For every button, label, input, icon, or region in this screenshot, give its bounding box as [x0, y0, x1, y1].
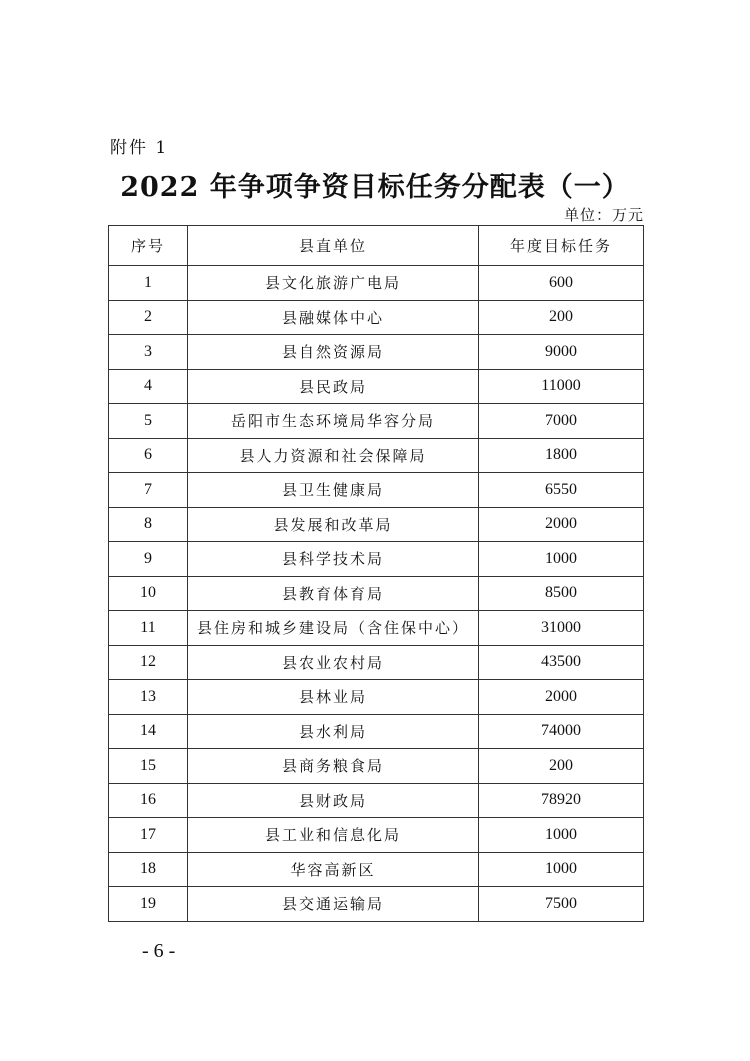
row-target-value: 7500 — [479, 887, 644, 922]
row-unit-name: 岳阳市生态环境局华容分局 — [188, 404, 479, 439]
row-serial-number: 4 — [109, 369, 188, 404]
row-target-value: 11000 — [479, 369, 644, 404]
header-county-unit: 县直单位 — [188, 226, 479, 266]
row-serial-number: 2 — [109, 300, 188, 335]
row-serial-number: 11 — [109, 611, 188, 646]
row-target-value: 2000 — [479, 680, 644, 715]
table-row — [109, 438, 644, 473]
unit-note: 单位：万元 — [563, 206, 644, 224]
row-serial-number: 15 — [109, 749, 188, 784]
row-target-value: 8500 — [479, 576, 644, 611]
header-annual-target: 年度目标任务 — [479, 226, 644, 266]
table-row — [109, 783, 644, 818]
table-row — [109, 335, 644, 370]
row-target-value: 43500 — [479, 645, 644, 680]
row-serial-number: 16 — [109, 783, 188, 818]
row-target-value: 6550 — [479, 473, 644, 508]
table-header-row — [109, 226, 644, 266]
row-unit-name: 县农业农村局 — [188, 645, 479, 680]
row-target-value: 78920 — [479, 783, 644, 818]
row-unit-name: 县教育体育局 — [188, 576, 479, 611]
table-row — [109, 714, 644, 749]
page-number: - 6 - — [142, 940, 176, 962]
row-unit-name: 县科学技术局 — [188, 542, 479, 577]
row-unit-name: 县发展和改革局 — [188, 507, 479, 542]
row-unit-name: 县文化旅游广电局 — [188, 266, 479, 301]
row-serial-number: 5 — [109, 404, 188, 439]
row-target-value: 1000 — [479, 818, 644, 853]
row-target-value: 1000 — [479, 852, 644, 887]
table-row — [109, 818, 644, 853]
row-unit-name: 县自然资源局 — [188, 335, 479, 370]
table-row — [109, 473, 644, 508]
row-target-value: 1800 — [479, 438, 644, 473]
row-unit-name: 县人力资源和社会保障局 — [188, 438, 479, 473]
table-row — [109, 404, 644, 439]
attachment-label: 附件 1 — [110, 138, 169, 158]
row-target-value: 31000 — [479, 611, 644, 646]
table-row — [109, 542, 644, 577]
table-row — [109, 852, 644, 887]
row-serial-number: 19 — [109, 887, 188, 922]
row-unit-name: 县住房和城乡建设局（含住保中心） — [188, 611, 479, 646]
row-target-value: 74000 — [479, 714, 644, 749]
row-target-value: 200 — [479, 749, 644, 784]
table-row — [109, 887, 644, 922]
row-target-value: 1000 — [479, 542, 644, 577]
table-row — [109, 611, 644, 646]
row-serial-number: 13 — [109, 680, 188, 715]
table-row — [109, 507, 644, 542]
row-serial-number: 17 — [109, 818, 188, 853]
row-target-value: 600 — [479, 266, 644, 301]
document-title: 2022 年争项争资目标任务分配表（一） — [120, 172, 630, 203]
table-row — [109, 266, 644, 301]
row-unit-name: 华容高新区 — [188, 852, 479, 887]
row-unit-name: 县融媒体中心 — [188, 300, 479, 335]
row-unit-name: 县水利局 — [188, 714, 479, 749]
table-row — [109, 680, 644, 715]
row-serial-number: 3 — [109, 335, 188, 370]
table-row — [109, 300, 644, 335]
row-target-value: 2000 — [479, 507, 644, 542]
row-serial-number: 10 — [109, 576, 188, 611]
row-serial-number: 12 — [109, 645, 188, 680]
row-serial-number: 1 — [109, 266, 188, 301]
row-serial-number: 18 — [109, 852, 188, 887]
row-target-value: 7000 — [479, 404, 644, 439]
row-serial-number: 7 — [109, 473, 188, 508]
table-row — [109, 576, 644, 611]
table-row — [109, 749, 644, 784]
table-row — [109, 369, 644, 404]
row-unit-name: 县林业局 — [188, 680, 479, 715]
table-row — [109, 645, 644, 680]
row-serial-number: 14 — [109, 714, 188, 749]
row-unit-name: 县商务粮食局 — [188, 749, 479, 784]
row-serial-number: 8 — [109, 507, 188, 542]
header-serial-number: 序号 — [109, 226, 188, 266]
row-unit-name: 县工业和信息化局 — [188, 818, 479, 853]
row-serial-number: 9 — [109, 542, 188, 577]
row-target-value: 200 — [479, 300, 644, 335]
allocation-table — [108, 225, 644, 922]
row-unit-name: 县财政局 — [188, 783, 479, 818]
row-unit-name: 县卫生健康局 — [188, 473, 479, 508]
row-unit-name: 县交通运输局 — [188, 887, 479, 922]
row-unit-name: 县民政局 — [188, 369, 479, 404]
row-target-value: 9000 — [479, 335, 644, 370]
row-serial-number: 6 — [109, 438, 188, 473]
